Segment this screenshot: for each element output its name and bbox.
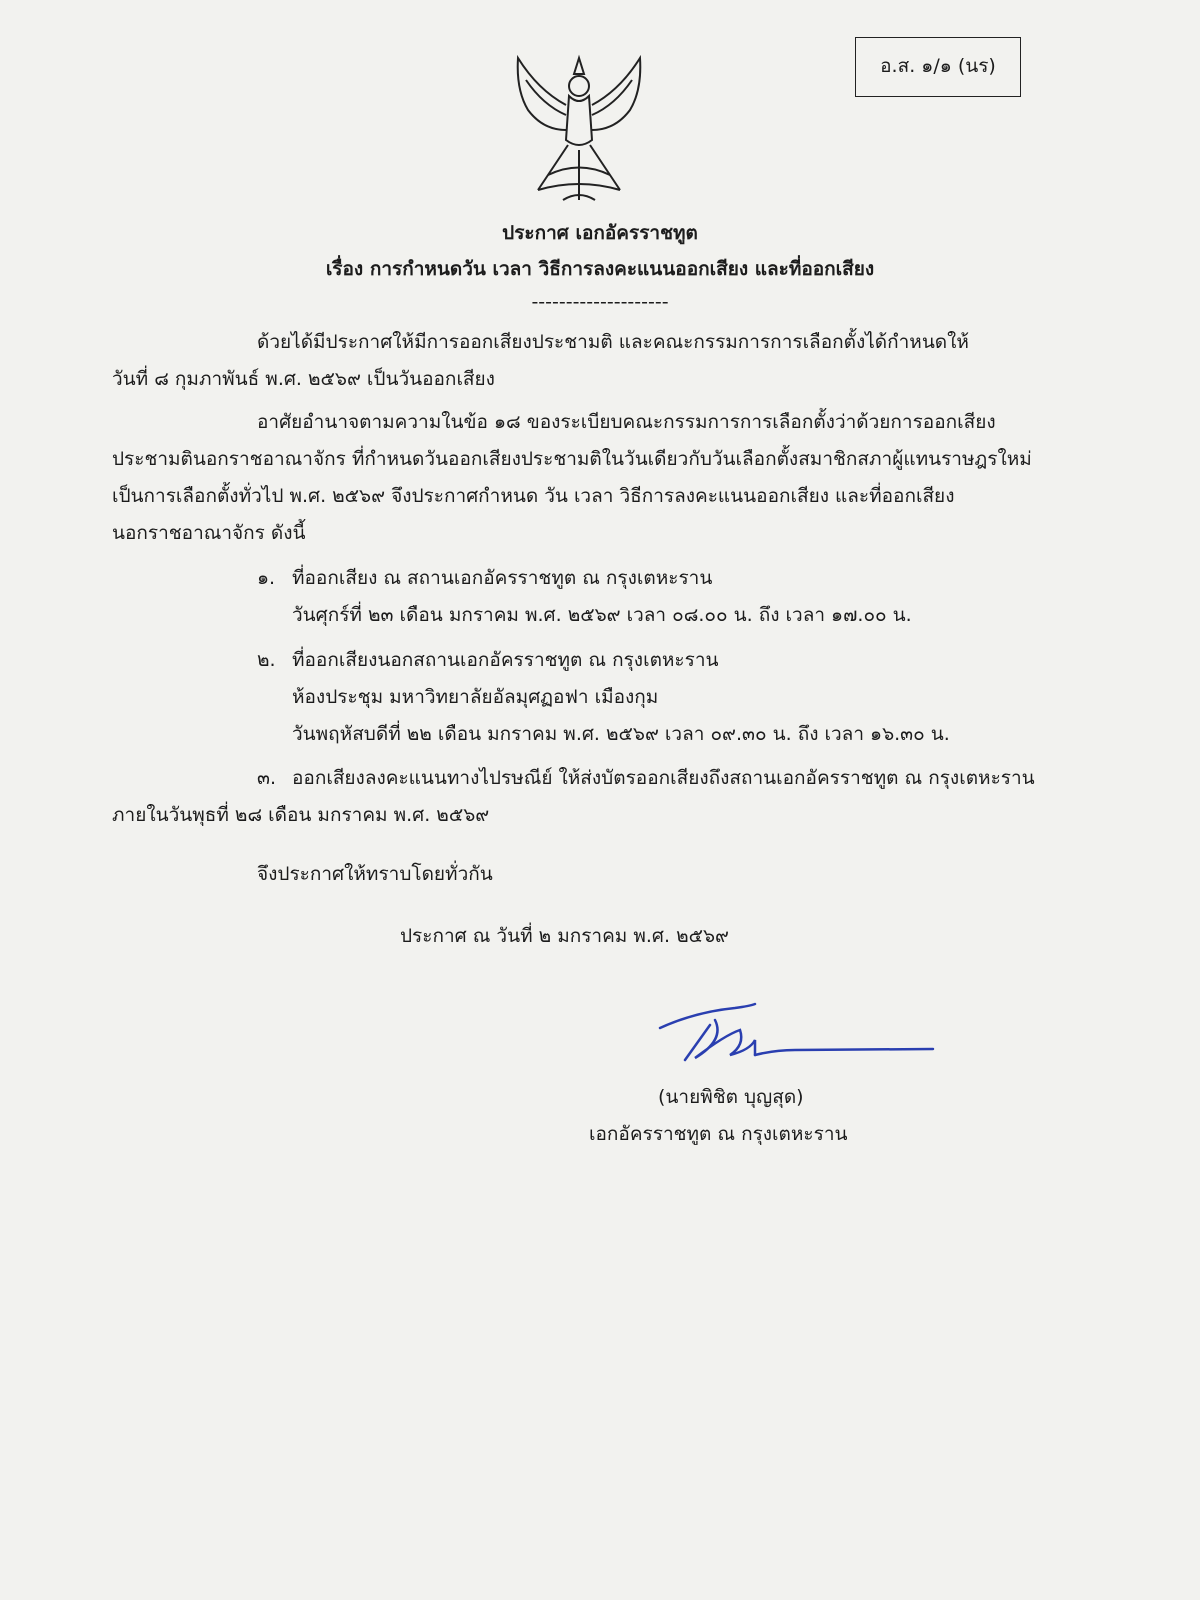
separator: -------------------- — [531, 291, 669, 313]
date-line: ประกาศ ณ วันที่ ๒ มกราคม พ.ศ. ๒๕๖๙ — [400, 925, 729, 947]
item-line: ห้องประชุม มหาวิทยาลัยอัลมุศฏอฟา เมืองกุม — [292, 686, 659, 708]
item-line: วันศุกร์ที่ ๒๓ เดือน มกราคม พ.ศ. ๒๕๖๙ เวลา ๐๘.๐๐ น. ถึง เวลา ๑๗.๐๐ น. — [292, 604, 912, 626]
item-number: ๓. — [257, 767, 277, 789]
para1-line: ด้วยได้มีประกาศให้มีการออกเสียงประชามติ และคณะกรรมการการเลือกตั้งได้กำหนดให้ — [257, 331, 969, 353]
closing-text: จึงประกาศให้ทราบโดยทั่วกัน — [257, 863, 493, 885]
item-line: ออกเสียงลงคะแนนทางไปรษณีย์ ให้ส่งบัตรออกเสียงถึงสถานเอกอัครราชทูต ณ กรุงเตหะราน — [292, 767, 1035, 789]
para1-line: วันที่ ๘ กุมภาพันธ์ พ.ศ. ๒๕๖๙ เป็นวันออกเสียง — [112, 368, 495, 390]
signer-title: เอกอัครราชทูต ณ กรุงเตหะราน — [589, 1123, 848, 1145]
item-number: ๒. — [257, 649, 276, 671]
signature — [655, 1000, 935, 1075]
garuda-emblem-icon — [508, 50, 650, 206]
announcement-subject: เรื่อง การกำหนดวัน เวลา วิธีการลงคะแนนออกเสียง และที่ออกเสียง — [325, 258, 875, 280]
item-line: ภายในวันพุธที่ ๒๘ เดือน มกราคม พ.ศ. ๒๕๖๙ — [112, 804, 490, 826]
para2-line: ประชามตินอกราชอาณาจักร ที่กำหนดวันออกเสียงประชามติในวันเดียวกับวันเลือกตั้งสมาชิกสภาผู้แทนราษฎรใหม่ — [112, 448, 1032, 470]
para2-line: เป็นการเลือกตั้งทั่วไป พ.ศ. ๒๕๖๙ จึงประกาศกำหนด วัน เวลา วิธีการลงคะแนนออกเสียง และที่ออกเสียง — [112, 485, 955, 507]
para2-line: อาศัยอำนาจตามความในข้อ ๑๘ ของระเบียบคณะกรรมการการเลือกตั้งว่าด้วยการออกเสียง — [257, 411, 996, 433]
form-code-box: อ.ส. ๑/๑ (นร) — [855, 37, 1021, 97]
announcement-title: ประกาศ เอกอัครราชทูต — [502, 222, 698, 244]
item-line: วันพฤหัสบดีที่ ๒๒ เดือน มกราคม พ.ศ. ๒๕๖๙ เวลา ๐๙.๓๐ น. ถึง เวลา ๑๖.๓๐ น. — [292, 723, 950, 745]
para2-line: นอกราชอาณาจักร ดังนี้ — [112, 522, 306, 544]
signer-name: (นายพิชิต บุญสุด) — [658, 1086, 804, 1108]
item-line: ที่ออกเสียงนอกสถานเอกอัครราชทูต ณ กรุงเตหะราน — [292, 649, 719, 671]
item-number: ๑. — [257, 567, 276, 589]
item-line: ที่ออกเสียง ณ สถานเอกอัครราชทูต ณ กรุงเตหะราน — [292, 567, 713, 589]
